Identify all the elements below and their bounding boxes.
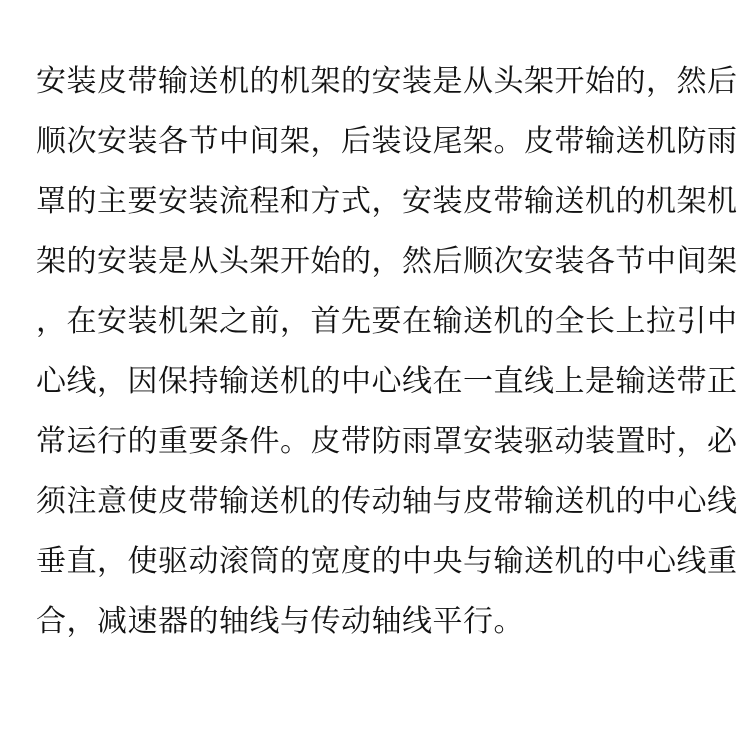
paragraph-line-6: 心线，因保持输送机的中心线在一直线上是输送带正 xyxy=(36,364,738,399)
paragraph-line-4: 架的安装是从头架开始的，然后顺次安装各节中间架 xyxy=(36,244,738,279)
paragraph-line-8: 须注意使皮带输送机的传动轴与皮带输送机的中心线 xyxy=(36,484,738,519)
paragraph-line-2: 顺次安装各节中间架，后装设尾架。皮带输送机防雨 xyxy=(36,124,738,159)
paragraph-line-1: 安装皮带输送机的机架的安装是从头架开始的，然后 xyxy=(36,64,738,99)
paragraph-line-7: 常运行的重要条件。皮带防雨罩安装驱动装置时，必 xyxy=(36,424,738,459)
paragraph-line-10: 合，减速器的轴线与传动轴线平行。 xyxy=(36,604,524,639)
body-paragraph xyxy=(36,52,738,652)
paragraph-line-9: 垂直，使驱动滚筒的宽度的中央与输送机的中心线重 xyxy=(36,544,738,579)
paragraph-line-3: 罩的主要安装流程和方式，安装皮带输送机的机架机 xyxy=(36,184,738,219)
paragraph-line-5: ，在安装机架之前，首先要在输送机的全长上拉引中 xyxy=(36,304,738,339)
